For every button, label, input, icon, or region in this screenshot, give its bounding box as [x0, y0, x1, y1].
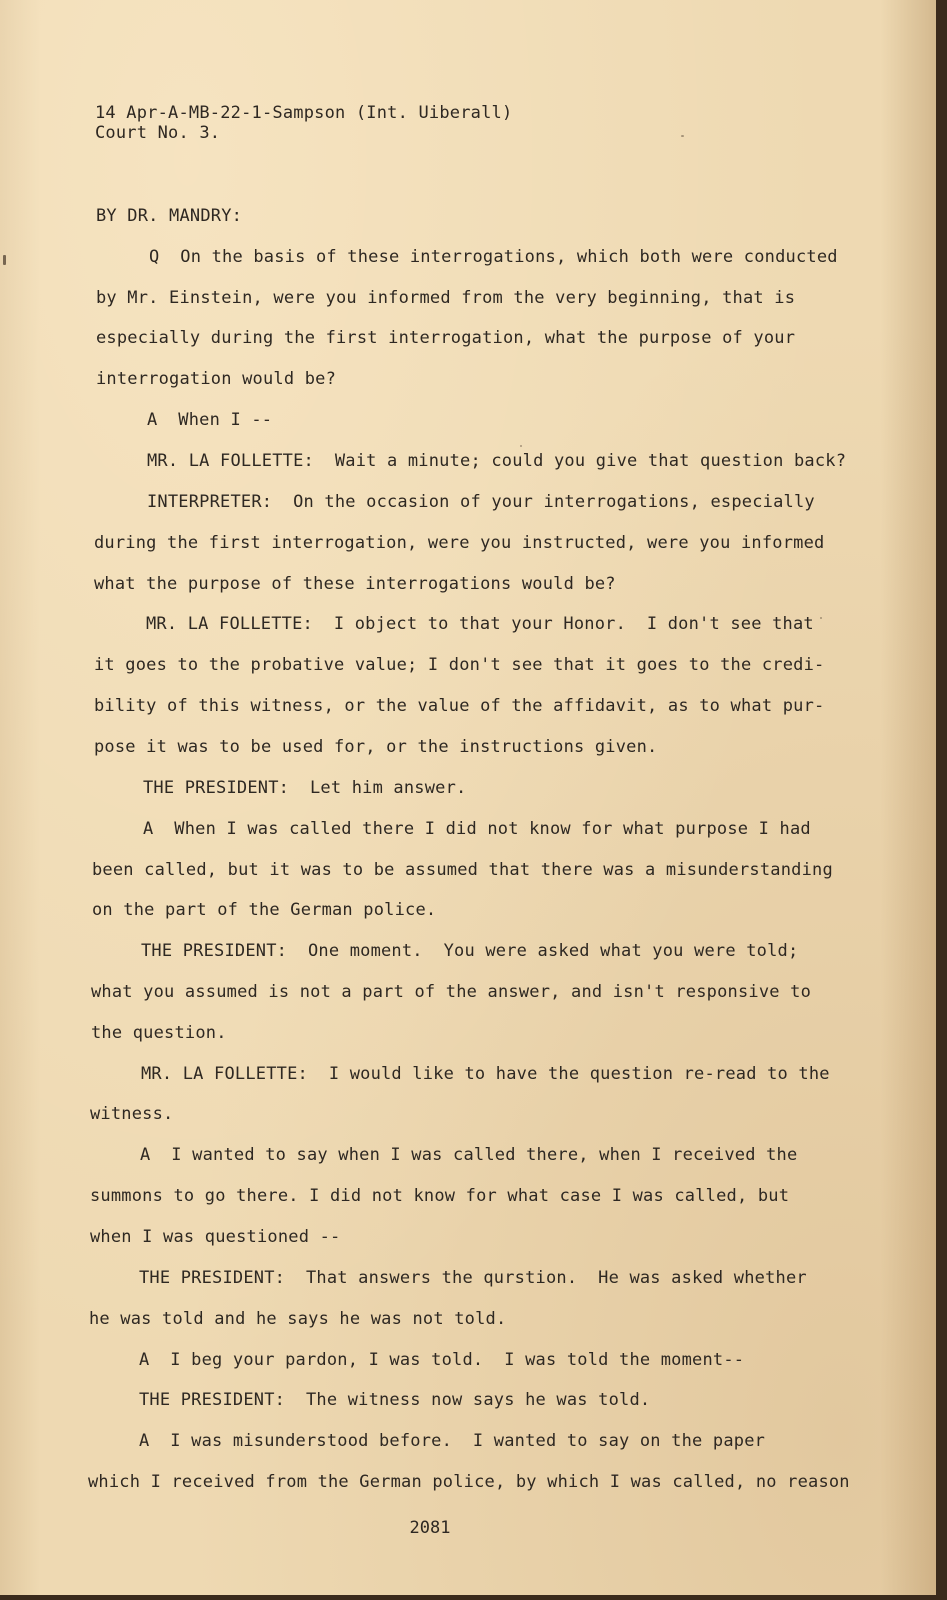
- header-court-number: Court No. 3.: [95, 123, 221, 143]
- paper-speck: [520, 445, 522, 447]
- transcript-line: A I wanted to say when I was called there, when I received the: [140, 1145, 798, 1165]
- transcript-line: what you assumed is not a part of the answer, and isn't responsive to: [91, 982, 812, 1002]
- transcript-line: been called, but it was to be assumed that there was a misunderstanding: [92, 860, 833, 880]
- transcript-line: by Mr. Einstein, were you informed from the very beginning, that is: [96, 288, 796, 308]
- transcript-line: THE PRESIDENT: The witness now says he was told.: [139, 1390, 651, 1410]
- page-number: 2081: [409, 1518, 451, 1538]
- transcript-line: THE PRESIDENT: Let him answer.: [143, 778, 467, 798]
- transcript-line: interrogation would be?: [96, 369, 337, 389]
- transcript-line: what the purpose of these interrogations would be?: [94, 574, 616, 594]
- transcript-line: when I was questioned --: [90, 1227, 341, 1247]
- transcript-line: bility of this witness, or the value of the affidavit, as to what pur-: [94, 696, 825, 716]
- paper-speck: [820, 617, 822, 619]
- header-reference: 14 Apr-A-MB-22-1-Sampson (Int. Uiberall): [95, 103, 513, 123]
- transcript-line: A When I was called there I did not know for what purpose I had: [143, 819, 811, 839]
- examiner-heading: BY DR. MANDRY:: [96, 206, 243, 226]
- transcript-line: Q On the basis of these interrogations, which both were conducted: [149, 247, 838, 267]
- transcript-line: witness.: [90, 1104, 174, 1124]
- transcript-line: A When I --: [147, 410, 273, 430]
- transcript-line: he was told and he says he was not told.: [89, 1309, 507, 1329]
- transcript-line: THE PRESIDENT: That answers the qurstion. He was asked whether: [139, 1268, 807, 1288]
- transcript-line: MR. LA FOLLETTE: I would like to have the question re-read to the: [141, 1064, 830, 1084]
- transcript-line: MR. LA FOLLETTE: Wait a minute; could you give that question back?: [147, 451, 847, 471]
- transcript-line: A I beg your pardon, I was told. I was told the moment--: [139, 1350, 745, 1370]
- transcript-line: MR. LA FOLLETTE: I object to that your Honor. I don't see that: [146, 614, 814, 634]
- transcript-line: during the first interrogation, were you instructed, were you informed: [94, 533, 825, 553]
- transcript-line: pose it was to be used for, or the instructions given.: [94, 737, 658, 757]
- paper-speck: [681, 135, 684, 137]
- transcript-line: the question.: [91, 1023, 227, 1043]
- transcript-line: summons to go there. I did not know for what case I was called, but: [90, 1186, 790, 1206]
- paper-speck: [3, 255, 6, 265]
- transcript-line: it goes to the probative value; I don't see that it goes to the credi-: [94, 655, 825, 675]
- transcript-line: THE PRESIDENT: One moment. You were asked what you were told;: [141, 941, 799, 961]
- transcript-line: on the part of the German police.: [92, 900, 437, 920]
- transcript-line: INTERPRETER: On the occasion of your interrogations, especially: [147, 492, 815, 512]
- transcript-line: A I was misunderstood before. I wanted to say on the paper: [139, 1431, 766, 1451]
- transcript-line: especially during the first interrogation, what the purpose of your: [96, 328, 796, 348]
- transcript-line: which I received from the German police, by which I was called, no reason: [88, 1472, 850, 1492]
